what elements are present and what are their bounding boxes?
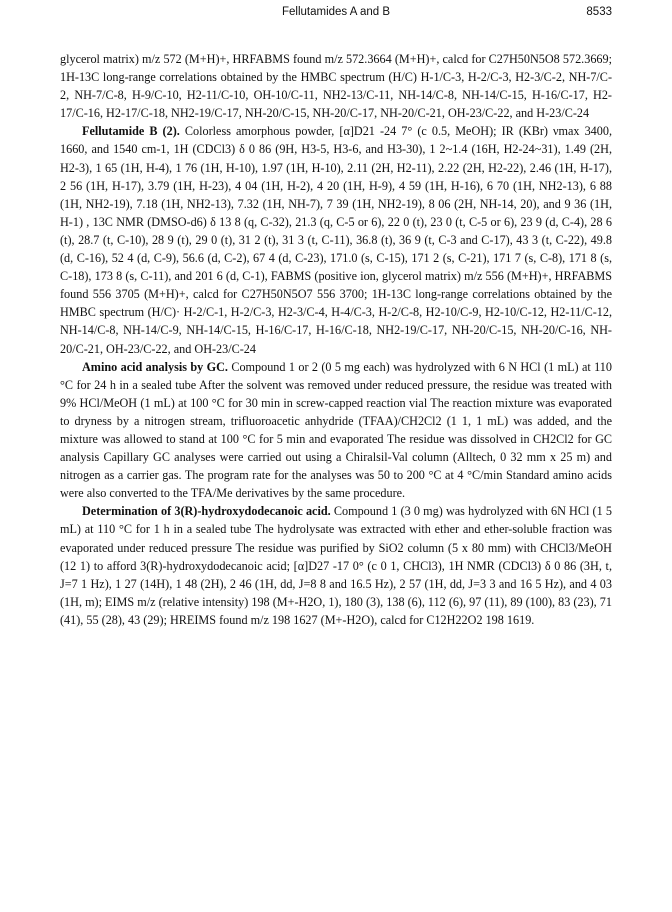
- paragraph-text: Colorless amorphous powder, [α]D21 -24 7° (c 0.5, MeOH); IR (KBr) νmax 3400, 1660, and 1540 cm-1, 1H (CDCl3) δ 0 86 (9H, H3-5, H3-6, and H3-30), 1 2~1.4 (16H, H2-24~31), 1.49 (2H, H2-3), 1 65 (1H, H-4), 1 76 (1H, H-10), 1.97 (1H, H-10), 2.11 (2H, H2-11), 2.22 (2H, H2-22), 2.46 (1H, H-17), 2 56 (1H, H-17), 3.79 (1H, H-23), 4 04 (1H, H-2), 4 20 (1H, H-9), 4 59 (1H, H-16), 6 70 (1H, NH2-13), 6 88 (1H, NH2-19), 7.18 (1H, NH2-13), 7.32 (1H, NH-7), 7 39 (1H, NH2-19), 8 06 (2H, NH-14, 20), and 9 36 (1H, H-1) , 13C NMR (DMSO-d6) δ 13 8 (q, C-32), 21.3 (q, C-5 or 6), 22 0 (t), 23 0 (t, C-5 or 6), 23 9 (d, C-4), 28 6 (t), 28.7 (t, C-10), 28 9 (t), 29 0 (t), 31 2 (t), 31 3 (t, C-11), 36.8 (t), 36 9 (t, C-3 and C-17), 43 3 (t, C-22), 49.8 (d, C-16), 52 4 (d, C-9), 56.6 (d, C-2), 67 4 (d, C-23), 171.0 (s, C-15), 171 2 (s, C-21), 171 7 (s, C-8), 171 8 (s, C-18), 173 8 (s, C-11), and 201 6 (d, C-1), FABMS (positive ion, glycerol matrix) m/z 556 (M+H)+, HRFABMS found 556 3705 (M+H)+, calcd for C27H50N5O7 556 3700; 1H-13C long-range correlations obtained by the HMBC spectrum (H/C)· H-2/C-1, H-2/C-3, H2-3/C-4, H-4/C-3, H-2/C-8, H2-10/C-9, H2-10/C-12, H2-11/C-12, NH-14/C-8, NH-14/C-9, NH-14/C-15, H-16/C-17, H-16/C-18, NH2-19/C-17, NH-20/C-15, NH-20/C-16, NH-20/C-21, OH-23/C-22, and OH-23/C-24: [60, 124, 612, 356]
- paragraph-fellutamide-b: [60, 122, 612, 357]
- paragraph-fellutamide-a-data: [60, 50, 612, 122]
- paragraph-heading: Amino acid analysis by GC.: [82, 359, 228, 374]
- paragraph-heading: Determination of 3(R)-hydroxydodecanoic acid.: [82, 504, 331, 519]
- paragraph-hydroxydodecanoic-acid: [60, 502, 612, 629]
- body-text: [60, 50, 612, 629]
- running-title: Fellutamides A and B: [281, 6, 391, 18]
- running-header: [60, 6, 612, 26]
- paragraph-text: Compound 1 (3 0 mg) was hydrolyzed with 6N HCl (1 5 mL) at 110 °C for 1 h in a sealed tube The hydrolysate was extracted with ether and ether-soluble fraction was evaporated under reduced pressure The residue was purified by SiO2 column (5 x 80 mm) with CHCl3/MeOH (12 1) to afford 3(R)-hydroxydodecanoic acid; [α]D27 -17 0° (c 0 1, CHCl3), 1H NMR (CDCl3) δ 0 86 (3H, t, J=7 1 Hz), 1 27 (14H), 1 48 (2H), 2 46 (1H, dd, J=8 8 and 16.5 Hz), 2 57 (1H, dd, J=3 3 and 16 5 Hz), and 4 03 (1H, m); EIMS m/z (relative intensity) 198 (M+-H2O, 1), 180 (3), 138 (6), 112 (6), 97 (11), 89 (100), 83 (23), 71 (41), 55 (28), 43 (29); HREIMS found m/z 198 1627 (M+-H2O), calcd for C12H22O2 198 1619.: [60, 504, 612, 627]
- paragraph-text: Compound 1 or 2 (0 5 mg each) was hydrolyzed with 6 N HCl (1 mL) at 110 °C for 24 h in a sealed tube After the solvent was removed under reduced pressure, the residue was treated with 9% HCl/MeOH (1 mL) at 100 °C for 30 min in screw-capped reaction vial The reaction mixture was evaporated to dryness by a nitrogen stream, trifluoroacetic anhydride (TFAA)/CH2Cl2 (1 1, 1 mL) was added, and the mixture was allowed to stand at 100 °C for 5 min and evaporated The residue was dissolved in CH2Cl2 for GC analysis Capillary GC analyses were carried out using a Chiralsil-Val column (Alltech, 0 32 mm x 25 m) and nitrogen as a carrier gas. The program rate for the analyses was 50 to 200 °C at 4 °C/min Standard amino acids were also converted to the TFA/Me derivatives by the same procedure.: [60, 359, 612, 501]
- paragraph-heading: Fellutamide B (2).: [82, 124, 180, 139]
- page-number: 8533: [586, 6, 612, 18]
- paragraph-amino-acid-analysis: [60, 358, 612, 503]
- paragraph-text: glycerol matrix) m/z 572 (M+H)+, HRFABMS found m/z 572.3664 (M+H)+, calcd for C27H50N5O8 572.3669; 1H-13C long-range correlations obtained by the HMBC spectrum (H/C) H-1/C-3, H-2/C-3, H2-3/C-2, NH-7/C-2, NH-7/C-8, H-9/C-10, H2-11/C-10, OH-10/C-11, NH2-13/C-11, NH-14/C-8, NH-14/C-15, H-16/C-17, H2-17/C-16, H2-17/C-18, NH2-19/C-17, NH-20/C-15, NH-20/C-17, NH-20/C-21, OH-23/C-22, and H-23/C-24: [60, 52, 612, 121]
